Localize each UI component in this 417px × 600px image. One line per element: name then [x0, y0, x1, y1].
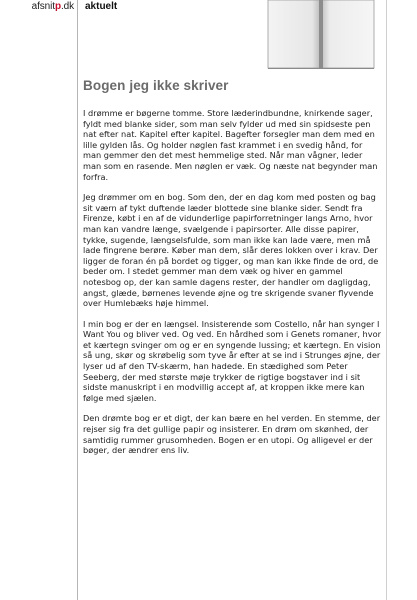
left-rail [0, 0, 77, 600]
left-divider [77, 0, 78, 600]
open-book-icon [267, 0, 375, 70]
section-label[interactable]: aktuelt [85, 1, 118, 12]
article-paragraph: Den drømte bog er et digt, der kan bære en hel verden. En stemme, der rejser sig fra det gullige papir og insisterer. En drøm om skønhed, der samtidig rummer grusomheden. Bogen er en utopi. Og alligevel er der bøger, der ændrer ens liv. [83, 413, 381, 456]
article-paragraph: I drømme er bøgerne tomme. Store læderindbundne, knirkende sager, fyldt med blanke sider, som man selv fylder ud med sin spidseste pen nat efter nat. Kapitel efter kapitel. Bagefter forsegler man dem med en lille gylden lås. Og holder nøglen fast krammet i en svedig hånd, for man gemmer den det mest hemmelige sted. Når man vågner, leder man som en rasende. Men nøglen er væk. Og næste nat begynder man forfra. [83, 108, 378, 182]
logo-accent: p [54, 1, 61, 12]
site-logo[interactable] [32, 1, 74, 12]
logo-prefix: afsnit [31, 1, 55, 12]
article-paragraph: I min bog er der en længsel. Insisterende som Costello, når han synger I Want You og bliver ved. Og ved. En hårdhed som i Genets romaner, hvor et kærtegn svinger om og er en syngende lussing; et kærtegn. En vision så ung, skør og skrøbelig som tyve år efter at se ind i Strunges øjne, der lyser ud af den TV-skærm, han hadede. En stædighed som Peter Seeberg, der med største møje trykker de rigtige bogstaver ind i sit sidste manuskript i en modvillig accept af, at kroppen ikke mere kan følge med sjælen. [83, 318, 381, 403]
logo-suffix: .dk [60, 1, 74, 12]
article-title: Bogen jeg ikke skriver [83, 78, 229, 93]
article-paragraph: Jeg drømmer om en bog. Som den, der en dag kom med posten og bag sit værn af tykt duftende læder blottede sine blanke sider. Sendt fra Firenze, købt i en af de vidunderlige papirforretninger langs Arno, hvor man kan vandre længe, svælgende i papirsorter. Alle disse papirer, tykke, sugende, længselsfulde, som man ikke kan lade være, men må lade fingrene berøre. Køber man dem, slår deres lokken over i krav. Der ligger de foran én på bordet og tigger, og man kan ikke finde de ord, de beder om. I stedet gemmer man dem væk og hiver en gammel notesbog op, der kan samle dagens rester, der handler om dagligdag, angst, glæde, børnenes levende øjne og tre skrigende svaner flyvende over Humlebæks høje himmel. [83, 192, 379, 309]
article [83, 78, 383, 466]
right-margin [387, 0, 417, 600]
